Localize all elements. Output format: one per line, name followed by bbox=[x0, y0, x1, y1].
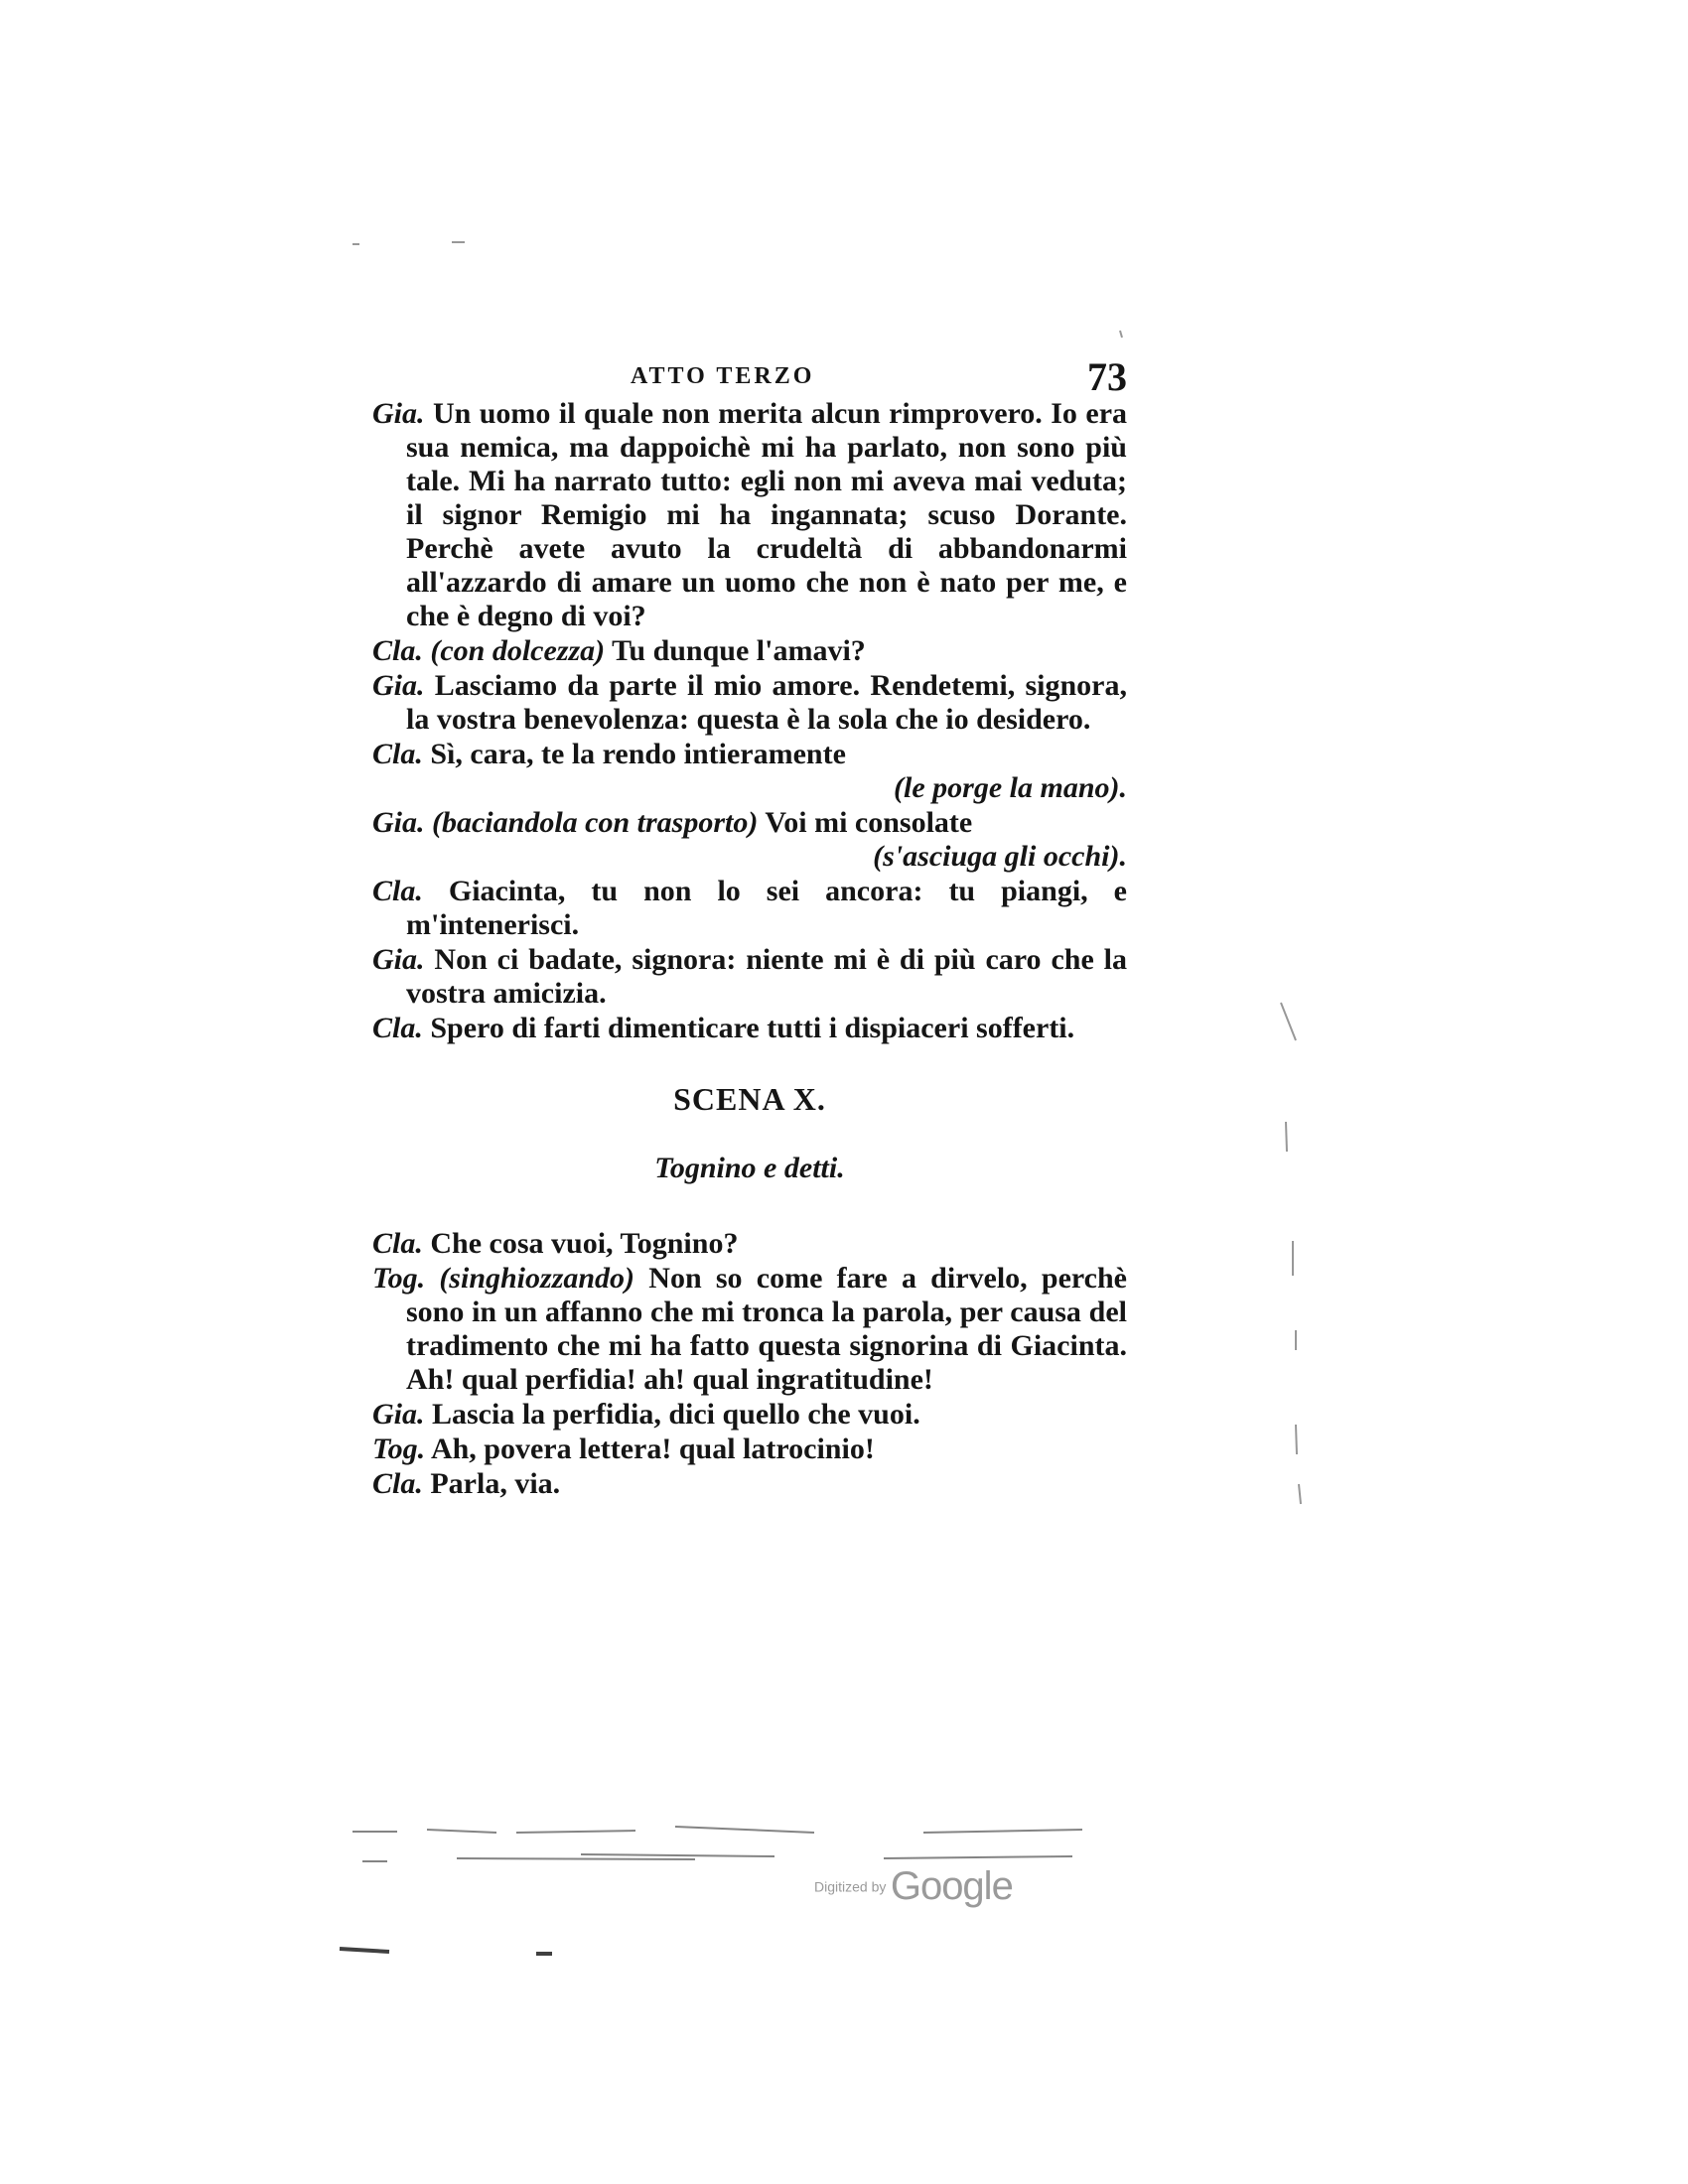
speech-text: Sì, cara, te la rendo intieramente bbox=[430, 738, 846, 770]
speaker: Cla. bbox=[372, 634, 423, 667]
speaker: Gia. bbox=[372, 669, 425, 702]
speaker: Tog. bbox=[372, 1262, 426, 1295]
stage-direction: (baciandola con trasporto) bbox=[432, 806, 759, 839]
speaker: Cla. bbox=[372, 738, 423, 770]
google-watermark bbox=[814, 1864, 1013, 1909]
stage-direction: (con dolcezza) bbox=[430, 634, 606, 667]
speech-text: Voi mi consolate bbox=[765, 806, 973, 839]
stage-direction: (singhiozzando) bbox=[439, 1262, 635, 1295]
speaker: Cla. bbox=[372, 1227, 423, 1260]
scene-characters: Tognino e detti. bbox=[654, 1152, 845, 1184]
speaker: Gia. bbox=[372, 806, 425, 839]
speech-text: Lasciamo da parte il mio amore. Rendetemi, signora, la vostra benevolenza: questa è la sola che io desidero. bbox=[406, 669, 1128, 736]
speaker: Gia. bbox=[372, 1398, 425, 1431]
speech-text: Parla, via. bbox=[430, 1467, 561, 1500]
speech-text: Spero di farti dimenticare tutti i dispiaceri sofferti. bbox=[430, 1012, 1075, 1044]
speech-text: Che cosa vuoi, Tognino? bbox=[430, 1227, 739, 1260]
speaker: Cla. bbox=[372, 1467, 423, 1500]
speech-text: Non so come fare a dirvelo, perchè sono in un affanno che mi tronca la parola, per causa del tradimento che mi ha fatto questa signorina di Giacinta. Ah! qual perfidia! ah! qual ingratitudine! bbox=[406, 1262, 1127, 1396]
speech-text: Giacinta, tu non lo sei ancora: tu piangi, e m'intenerisci. bbox=[406, 875, 1127, 941]
speech-text: Non ci badate, signora: niente mi è di più caro che la vostra amicizia. bbox=[406, 943, 1128, 1010]
stage-direction: (le porge la mano). bbox=[894, 771, 1127, 804]
google-logo: Google bbox=[890, 1864, 1013, 1908]
page-number: 73 bbox=[1087, 354, 1127, 399]
speech-text: Ah, povera lettera! qual latrocinio! bbox=[430, 1433, 875, 1465]
speech-text: Un uomo il quale non merita alcun rimprovero. Io era sua nemica, ma dappoichè mi ha parlato, non sono più tale. Mi ha narrato tutto: egli non mi aveva mai veduta; il signor Remigio mi ha ingannata; scuso Dorante. Perchè avete avuto la crudeltà di abbandonarmi all'azzardo di amare un uomo che non è nato per me, e che è degno di voi? bbox=[406, 397, 1128, 632]
speaker: Cla. bbox=[372, 1012, 423, 1044]
speaker: Cla. bbox=[372, 875, 423, 907]
speaker: Tog. bbox=[372, 1433, 426, 1465]
digitized-by-label: Digitized by bbox=[814, 1878, 887, 1895]
speaker: Gia. bbox=[372, 943, 425, 976]
speech-text: Lascia la perfidia, dici quello che vuoi. bbox=[432, 1398, 920, 1431]
running-title: ATTO TERZO bbox=[631, 363, 815, 389]
stage-direction: (s'asciuga gli occhi). bbox=[873, 840, 1127, 873]
speaker: Gia. bbox=[372, 397, 425, 430]
scene-heading: SCENA X. bbox=[673, 1081, 826, 1117]
speech-text: Tu dunque l'amavi? bbox=[612, 634, 866, 667]
